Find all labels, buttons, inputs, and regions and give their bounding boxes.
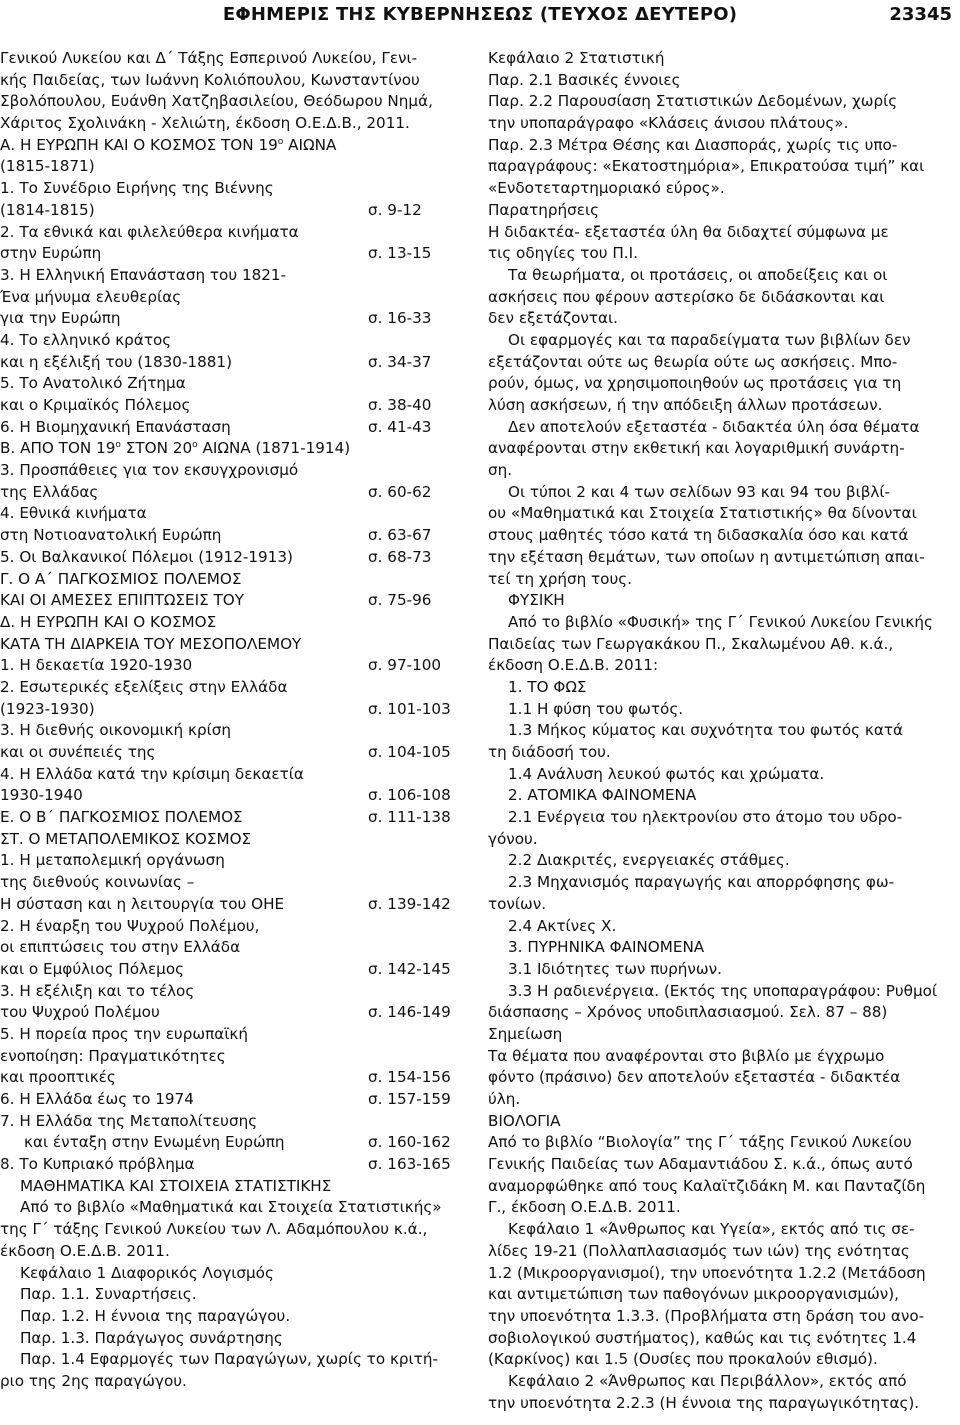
line-text: 3. ΠΥΡΗΝΙΚΑ ΦΑΙΝΟΜΕΝΑ <box>508 938 705 957</box>
right-text-line <box>488 1393 955 1415</box>
left-text-line <box>0 91 470 113</box>
line-text: ύλη. <box>488 1090 521 1108</box>
line-text: «Ενδοτεταρτημοριακό εύρος». <box>488 179 725 198</box>
left-text-line <box>0 1306 470 1328</box>
left-text-line <box>0 1219 470 1241</box>
line-text: 8. Το Κυπριακό πρόβλημα <box>0 1155 195 1174</box>
page-range: σ. 60-62 <box>368 482 432 501</box>
line-text: Παρ. 1.4 Εφαρμογές των Παραγώγων, χωρίς το κριτή- <box>20 1350 438 1369</box>
line-text: 1.4 Ανάλυση λευκού φωτός και χρώματα. <box>508 764 825 783</box>
right-text-line <box>488 590 955 612</box>
line-text: Κεφάλαιο 1 Διαφορικός Λογισμός <box>20 1263 274 1282</box>
left-text-line <box>0 395 470 417</box>
right-text-line <box>488 287 955 309</box>
right-text-line <box>488 1263 955 1285</box>
right-text-line <box>488 612 955 634</box>
left-text-line <box>0 612 470 634</box>
left-text-line <box>0 135 470 157</box>
line-text: λίδες 19-21 (Πολλαπλασιασμός των ιών) της ενότητας <box>488 1241 910 1260</box>
right-text-line <box>488 308 955 330</box>
right-text-line <box>488 1002 955 1024</box>
right-text-line <box>488 764 955 786</box>
right-text-line <box>488 1306 955 1328</box>
left-text-line <box>0 243 470 265</box>
left-text-line <box>0 1089 470 1111</box>
left-text-line <box>0 807 470 829</box>
line-text: 3. Η διεθνής οικονομική κρίση <box>0 721 231 740</box>
page-range: σ. 154-156 <box>368 1068 451 1087</box>
left-text-line <box>0 1132 470 1154</box>
left-text-line <box>0 330 470 352</box>
line-text: ΚΑΤΑ ΤΗ ΔΙΑΡΚΕΙΑ ΤΟΥ ΜΕΣΟΠΟΛΕΜΟΥ <box>0 634 302 653</box>
line-text: και ένταξη στην Ενωμένη Ευρώπη <box>24 1133 285 1152</box>
left-text-line <box>0 894 470 916</box>
right-text-line <box>488 894 955 916</box>
left-text-line <box>0 829 470 851</box>
line-text: 3.3 Η ραδιενέργεια. (Εκτός της υποπαραγράφου: Ρυθμοί <box>508 981 938 1000</box>
line-text: Η διδακτέα- εξεταστέα ύλη θα διδαχτεί σύμφωνα με <box>488 222 889 241</box>
left-text-line <box>0 1111 470 1133</box>
line-text: 4. Εθνικά κινήματα <box>0 504 147 523</box>
right-text-line <box>488 1176 955 1198</box>
left-text-line <box>0 265 470 287</box>
line-text: 2. Εσωτερικές εξελίξεις στην Ελλάδα <box>0 677 288 696</box>
line-text: φόντο (πράσινο) δεν αποτελούν εξεταστέα - διδακτέα <box>488 1068 901 1087</box>
line-text: Β. ΑΠΟ ΤΟΝ $19^o$ ΣΤΟΝ $20^o$ ΑΙΩΝΑ (1871-1914) <box>0 439 351 458</box>
line-text: 6. Η Βιομηχανική Επανάσταση <box>0 417 231 436</box>
left-text-line <box>0 308 470 330</box>
right-text-line <box>488 1328 955 1350</box>
line-text: 3. Η Ελληνική Επανάσταση του 1821- <box>0 265 287 284</box>
line-text: 1. Η μεταπολεμική οργάνωση <box>0 851 225 870</box>
right-text-line <box>488 135 955 157</box>
line-text: 2. ΑΤΟΜΙΚΑ ΦΑΙΝΟΜΕΝΑ <box>508 786 697 805</box>
left-text-line <box>0 1349 470 1371</box>
line-text: 3. Η εξέλιξη και το τέλος <box>0 981 195 1000</box>
left-text-line <box>0 1263 470 1285</box>
line-text: διάσπασης – Χρόνος υποδιπλασιασμού. Σελ. 87 – 88) <box>488 1003 888 1022</box>
line-text: Γενικού Λυκείου και Δ΄ Τάξης Εσπερινού Λυκείου, Γενι- <box>0 49 418 67</box>
line-text: δεν εξετάζονται. <box>488 309 619 328</box>
right-text-line <box>488 1111 955 1133</box>
left-text-line <box>0 720 470 742</box>
line-text: (1815-1871) <box>0 157 95 176</box>
page-range: σ. 157-159 <box>368 1090 451 1108</box>
left-text-line <box>0 1241 470 1263</box>
line-text: Παρ. 2.1 Βασικές έννοιες <box>488 70 681 89</box>
line-text: 2. Τα εθνικά και φιλελεύθερα κινήματα <box>0 222 299 241</box>
page-range: σ. 41-43 <box>368 417 432 436</box>
line-text: γόνου. <box>488 829 538 848</box>
right-text-line <box>488 1024 955 1046</box>
line-text: ΚΑΙ ΟΙ ΑΜΕΣΕΣ ΕΠΙΠΤΩΣΕΙΣ ΤΟΥ <box>0 591 245 610</box>
line-text: οι επιπτώσεις του στην Ελλάδα <box>0 938 241 957</box>
line-text: ριο της 2ης παραγώγου. <box>0 1371 187 1390</box>
right-text-line <box>488 417 955 439</box>
page-range: σ. 68-73 <box>368 547 432 566</box>
line-text: ΜΑΘΗΜΑΤΙΚΑ ΚΑΙ ΣΤΟΙΧΕΙΑ ΣΤΑΤΙΣΤΙΚΗΣ <box>20 1176 332 1195</box>
line-text: την υποενότητα 2.2.3 (Η έννοια της παραγωγικότητας). <box>488 1393 920 1412</box>
line-text: ΣΤ. Ο ΜΕΤΑΠΟΛΕΜΙΚΟΣ ΚΟΣΜΟΣ <box>0 829 252 848</box>
line-text: ου «Μαθηματικά και Στοιχεία Στατιστικής» θα δίνονται <box>488 504 917 523</box>
line-text: τονίων. <box>488 894 547 913</box>
right-text-line <box>488 352 955 374</box>
left-text-line <box>0 547 470 569</box>
line-text: Παρ. 1.1. Συναρτήσεις. <box>20 1285 197 1304</box>
left-text-line <box>0 1328 470 1350</box>
left-text-line <box>0 70 470 92</box>
line-text: ση. <box>488 461 513 480</box>
page-range: σ. 163-165 <box>368 1155 451 1174</box>
right-text-line <box>488 1371 955 1393</box>
line-text: Τα θέματα που αναφέρονται στο βιβλίο με έγχρωμο <box>488 1046 885 1065</box>
line-text: ΒΙΟΛΟΓΙΑ <box>488 1111 561 1130</box>
right-text-line <box>488 981 955 1003</box>
line-text: στη Νοτιοανατολική Ευρώπη <box>0 526 222 545</box>
left-text-line <box>0 438 470 460</box>
left-text-line <box>0 981 470 1003</box>
line-text: του Ψυχρού Πολέμου <box>0 1003 160 1022</box>
line-text: 4. Η Ελλάδα κατά την κρίσιμη δεκαετία <box>0 764 304 783</box>
left-text-line <box>0 113 470 135</box>
line-text: (Καρκίνος) και 1.5 (Ουσίες που προκαλούν εθισμό). <box>488 1350 878 1369</box>
left-text-line <box>0 1371 470 1393</box>
left-text-line <box>0 742 470 764</box>
line-text: για την Ευρώπη <box>0 309 121 328</box>
line-text: έκδοση Ο.Ε.Δ.Β. 2011: <box>488 656 659 675</box>
right-text-line <box>488 785 955 807</box>
right-text-line <box>488 742 955 764</box>
line-text: στην Ευρώπη <box>0 244 102 263</box>
line-text: και αντιμετώπιση των παθογόνων μικροοργανισμών), <box>488 1285 899 1304</box>
line-text: 3. Προσπάθειες για τον εκσυγχρονισμό <box>0 461 299 480</box>
line-text: τις οδηγίες του Π.Ι. <box>488 244 638 263</box>
left-text-line <box>0 764 470 786</box>
line-text: ρούν, όμως, να χρησιμοποιηθούν ως προτάσεις για τη <box>488 374 902 393</box>
right-text-line <box>488 1154 955 1176</box>
line-text: τη διάδοσή του. <box>488 743 611 761</box>
right-text-line <box>488 482 955 504</box>
line-text: Κεφάλαιο 2 «Άνθρωπος και Περιβάλλον», εκτός από <box>508 1371 907 1390</box>
line-text: ενοποίηση: Πραγματικότητες <box>0 1046 226 1065</box>
line-text: 1. Η δεκαετία 1920-1930 <box>0 656 193 675</box>
line-text: Χάριτος Σχολινάκη - Χελιώτη, έκδοση Ο.Ε.Δ.Β., 2011. <box>0 114 410 133</box>
left-text-line <box>0 1067 470 1089</box>
line-text: αναφέρονται στην εκθετική και λογαριθμική συνάρτη- <box>488 439 905 458</box>
page-range: σ. 101-103 <box>368 699 451 718</box>
page-number: 23345 <box>889 4 952 25</box>
line-text: Γ. Ο Α΄ ΠΑΓΚΟΣΜΙΟΣ ΠΟΛΕΜΟΣ <box>0 569 242 588</box>
line-text: την υποπαράγραφο «Κλάσεις άνισου πλάτους». <box>488 114 849 133</box>
page-range: σ. 146-149 <box>368 1003 451 1022</box>
line-text: Οι τύποι 2 και 4 των σελίδων 93 και 94 του βιβλί- <box>508 482 891 501</box>
left-column <box>0 48 470 1393</box>
right-text-line <box>488 655 955 677</box>
line-text: Παιδείας των Γεωργακάκου Π., Σκαλωμένου Αθ. κ.ά., <box>488 634 894 653</box>
line-text: 5. Το Ανατολικό Ζήτημα <box>0 374 186 393</box>
line-text: 1.2 (Μικροοργανισμοί), την υποενότητα 1.2.2 (Μετάδοση <box>488 1263 926 1282</box>
right-text-line <box>488 569 955 591</box>
line-text: τεί τη χρήση τους. <box>488 569 632 588</box>
line-text: Ένα μήνυμα ελευθερίας <box>0 287 182 306</box>
right-text-line <box>488 113 955 135</box>
right-text-line <box>488 438 955 460</box>
left-text-line <box>0 287 470 309</box>
line-text: Σβολόπουλου, Ευάνθη Χατζηβασιλείου, Θεόδωρου Νημά, <box>0 92 433 111</box>
line-text: 2.1 Ενέργεια του ηλεκτρονίου στο άτομο του υδρο- <box>508 808 903 827</box>
right-text-line <box>488 503 955 525</box>
right-text-line <box>488 330 955 352</box>
left-text-line <box>0 417 470 439</box>
left-text-line <box>0 590 470 612</box>
line-text: (1814-1815) <box>0 200 95 219</box>
line-text: Τα θεωρήματα, οι προτάσεις, οι αποδείξεις και οι <box>508 265 888 284</box>
left-text-line <box>0 200 470 222</box>
left-text-line <box>0 1197 470 1219</box>
page-range: σ. 16-33 <box>368 309 432 328</box>
line-text: 2.3 Μηχανισμός παραγωγής και απορρόφησης φω- <box>508 873 895 892</box>
right-text-line <box>488 70 955 92</box>
line-text: 2. Η έναρξη του Ψυχρού Πολέμου, <box>0 916 260 935</box>
line-text: ασκήσεις που φέρουν αστερίσκο δε διδάσκονται και <box>488 287 885 306</box>
right-text-line <box>488 677 955 699</box>
line-text: της Ελλάδας <box>0 482 99 501</box>
line-text: αναμορφώθηκε από τους Καλαϊτζιδάκη Μ. και Πανταζίδη <box>488 1176 926 1195</box>
right-text-line <box>488 547 955 569</box>
line-text: Γ., έκδοση Ο.Ε.Δ.Β. 2011. <box>488 1198 681 1217</box>
line-text: 3.1 Ιδιότητες των πυρήνων. <box>508 959 722 978</box>
left-text-line <box>0 178 470 200</box>
line-text: κής Παιδείας, των Ιωάννη Κολιόπουλου, Κωνσταντίνου <box>0 70 420 89</box>
left-text-line <box>0 373 470 395</box>
right-text-line <box>488 200 955 222</box>
right-text-line <box>488 850 955 872</box>
line-text: και οι συνέπειές της <box>0 743 156 761</box>
left-text-line <box>0 937 470 959</box>
line-text: την εξέταση θεμάτων, των οποίων η αντιμετώπιση απαι- <box>488 547 925 566</box>
right-text-line <box>488 1219 955 1241</box>
line-text: 5. Οι Βαλκανικοί Πόλεμοι (1912-1913) <box>0 547 293 566</box>
page-range: σ. 139-142 <box>368 894 451 913</box>
right-text-line <box>488 91 955 113</box>
line-text: Παρ. 1.2. Η έννοια της παραγώγου. <box>20 1306 291 1325</box>
right-text-line <box>488 807 955 829</box>
right-text-line <box>488 243 955 265</box>
right-text-line <box>488 1349 955 1371</box>
page-range: σ. 75-96 <box>368 591 432 610</box>
left-text-line <box>0 1154 470 1176</box>
line-text: Από το βιβλίο «Φυσική» της Γ΄ Γενικού Λυκείου Γενικής <box>508 612 933 631</box>
line-text: λύση ασκήσεων, ή την απόδειξη άλλων προτάσεων. <box>488 396 883 414</box>
line-text: την υποενότητα 1.3.3. (Προβλήματα στη δράση του ανο- <box>488 1306 925 1325</box>
left-text-line <box>0 916 470 938</box>
left-text-line <box>0 655 470 677</box>
right-text-line <box>488 699 955 721</box>
left-text-line <box>0 1046 470 1068</box>
left-text-line <box>0 482 470 504</box>
right-text-line <box>488 48 955 70</box>
left-text-line <box>0 1024 470 1046</box>
line-text: και ο Εμφύλιος Πόλεμος <box>0 959 185 978</box>
right-text-line <box>488 460 955 482</box>
line-text: Από το βιβλίο “Βιολογία” της Γ΄ τάξης Γενικού Λυκείου <box>488 1133 912 1152</box>
left-text-line <box>0 872 470 894</box>
right-text-line <box>488 178 955 200</box>
right-text-line <box>488 373 955 395</box>
left-text-line <box>0 959 470 981</box>
right-text-line <box>488 1089 955 1111</box>
line-text: 7. Η Ελλάδα της Μεταπολίτευσης <box>0 1111 258 1130</box>
right-text-line <box>488 156 955 178</box>
left-text-line <box>0 222 470 244</box>
page-range: σ. 142-145 <box>368 959 451 978</box>
right-text-line <box>488 634 955 656</box>
page-range: σ. 13-15 <box>368 244 432 263</box>
right-text-line <box>488 1067 955 1089</box>
line-text: Οι εφαρμογές και τα παραδείγματα των βιβλίων δεν <box>508 330 911 349</box>
page-range: σ. 9-12 <box>368 200 422 219</box>
left-text-line <box>0 850 470 872</box>
left-text-line <box>0 352 470 374</box>
line-text: Παρ. 1.3. Παράγωγος συνάρτησης <box>20 1328 283 1347</box>
page-range: σ. 111-138 <box>368 808 451 827</box>
right-text-line <box>488 916 955 938</box>
left-text-line <box>0 569 470 591</box>
line-text: της Γ΄ τάξης Γενικού Λυκείου των Λ. Αδαμόπουλου κ.ά., <box>0 1220 428 1239</box>
right-text-line <box>488 1046 955 1068</box>
left-text-line <box>0 785 470 807</box>
line-text: 1.1 Η φύση του φωτός. <box>508 699 684 718</box>
line-text: 6. Η Ελλάδα έως το 1974 <box>0 1090 194 1108</box>
line-text: Η σύσταση και η λειτουργία του ΟΗΕ <box>0 894 285 913</box>
line-text: 1930-1940 <box>0 786 83 805</box>
right-text-line <box>488 395 955 417</box>
right-text-line <box>488 265 955 287</box>
right-text-line <box>488 720 955 742</box>
right-text-line <box>488 959 955 981</box>
left-text-line <box>0 525 470 547</box>
right-text-line <box>488 222 955 244</box>
right-text-line <box>488 1197 955 1219</box>
line-text: 2.2 Διακριτές, ενεργειακές στάθμες. <box>508 851 790 870</box>
left-text-line <box>0 48 470 70</box>
line-text: της διεθνούς κοινωνίας – <box>0 873 195 892</box>
line-text: Α. Η ΕΥΡΩΠΗ ΚΑΙ Ο ΚΟΣΜΟΣ ΤΟΝ $19^o$ ΑΙΩΝΑ <box>0 135 337 154</box>
right-column <box>488 48 955 1414</box>
line-text: Κεφάλαιο 1 «Άνθρωπος και Υγεία», εκτός από τις σε- <box>508 1220 915 1239</box>
line-text: παραγράφους: «Εκατοστημόρια», Επικρατούσα τιμή” και <box>488 157 925 176</box>
left-text-line <box>0 1002 470 1024</box>
line-text: ΦΥΣΙΚΗ <box>508 591 565 610</box>
left-text-line <box>0 503 470 525</box>
line-text: Παρ. 2.2 Παρουσίαση Στατιστικών Δεδομένων, χωρίς <box>488 92 898 111</box>
right-text-line <box>488 525 955 547</box>
right-text-line <box>488 1284 955 1306</box>
line-text: έκδοση Ο.Ε.Δ.Β. 2011. <box>0 1241 170 1260</box>
left-text-line <box>0 677 470 699</box>
left-text-line <box>0 1284 470 1306</box>
line-text: 2.4 Ακτίνες Χ. <box>508 916 617 935</box>
page-range: σ. 104-105 <box>368 743 451 761</box>
line-text: Κεφάλαιο 2 Στατιστική <box>488 49 665 67</box>
right-text-line <box>488 1241 955 1263</box>
line-text: Από το βιβλίο «Μαθηματικά και Στοιχεία Στατιστικής» <box>20 1198 442 1217</box>
line-text: Δεν αποτελούν εξεταστέα - διδακτέα ύλη όσα θέματα <box>508 417 920 436</box>
page-range: σ. 63-67 <box>368 526 432 545</box>
line-text: 1. Το Συνέδριο Ειρήνης της Βιέννης <box>0 179 274 198</box>
line-text: Παρατηρήσεις <box>488 200 600 219</box>
line-text: 1. ΤΟ ΦΩΣ <box>508 677 587 696</box>
right-text-line <box>488 872 955 894</box>
line-text: και η εξέλιξή του (1830-1881) <box>0 352 233 371</box>
page-header <box>0 0 960 38</box>
line-text: 1.3 Μήκος κύματος και συχνότητα του φωτός κατά <box>508 721 904 740</box>
right-text-line <box>488 937 955 959</box>
line-text: 4. Το ελληνικό κράτος <box>0 330 172 349</box>
right-text-line <box>488 1132 955 1154</box>
left-text-line <box>0 1176 470 1198</box>
line-text: (1923-1930) <box>0 699 95 718</box>
line-text: Παρ. 2.3 Μέτρα Θέσης και Διασποράς, χωρίς τις υπο- <box>488 135 898 154</box>
line-text: στους μαθητές τόσο κατά τη διδασκαλία όσο και κατά <box>488 526 909 545</box>
line-text: εξετάζονται ούτε ως θεωρία ούτε ως ασκήσεις. Μπο- <box>488 352 898 371</box>
line-text: 5. Η πορεία προς την ευρωπαϊκή <box>0 1024 248 1043</box>
left-text-line <box>0 634 470 656</box>
page-range: σ. 160-162 <box>368 1133 451 1152</box>
left-text-line <box>0 460 470 482</box>
line-text: Σημείωση <box>488 1024 563 1043</box>
line-text: Δ. Η ΕΥΡΩΠΗ ΚΑΙ Ο ΚΟΣΜΟΣ <box>0 612 217 631</box>
gazette-title: ΕΦΗΜΕΡΙΣ ΤΗΣ ΚΥΒΕΡΝΗΣΕΩΣ (ΤΕΥΧΟΣ ΔΕΥΤΕΡΟ) <box>222 4 738 25</box>
line-text: σοβιολογικού συστήματος), καθώς και τις ενότητες 1.4 <box>488 1328 917 1347</box>
line-text: Γενικής Παιδείας των Αδαμαντιάδου Σ. κ.ά., όπως αυτό <box>488 1155 913 1174</box>
line-text: Ε. Ο Β΄ ΠΑΓΚΟΣΜΙΟΣ ΠΟΛΕΜΟΣ <box>0 808 243 827</box>
page-range: σ. 106-108 <box>368 786 451 805</box>
left-text-line <box>0 156 470 178</box>
line-text: και προοπτικές <box>0 1068 116 1087</box>
right-text-line <box>488 829 955 851</box>
page-range: σ. 34-37 <box>368 352 432 371</box>
page-range: σ. 97-100 <box>368 656 442 675</box>
page-range: σ. 38-40 <box>368 396 432 414</box>
line-text: και ο Κριμαϊκός Πόλεμος <box>0 396 191 414</box>
left-text-line <box>0 699 470 721</box>
